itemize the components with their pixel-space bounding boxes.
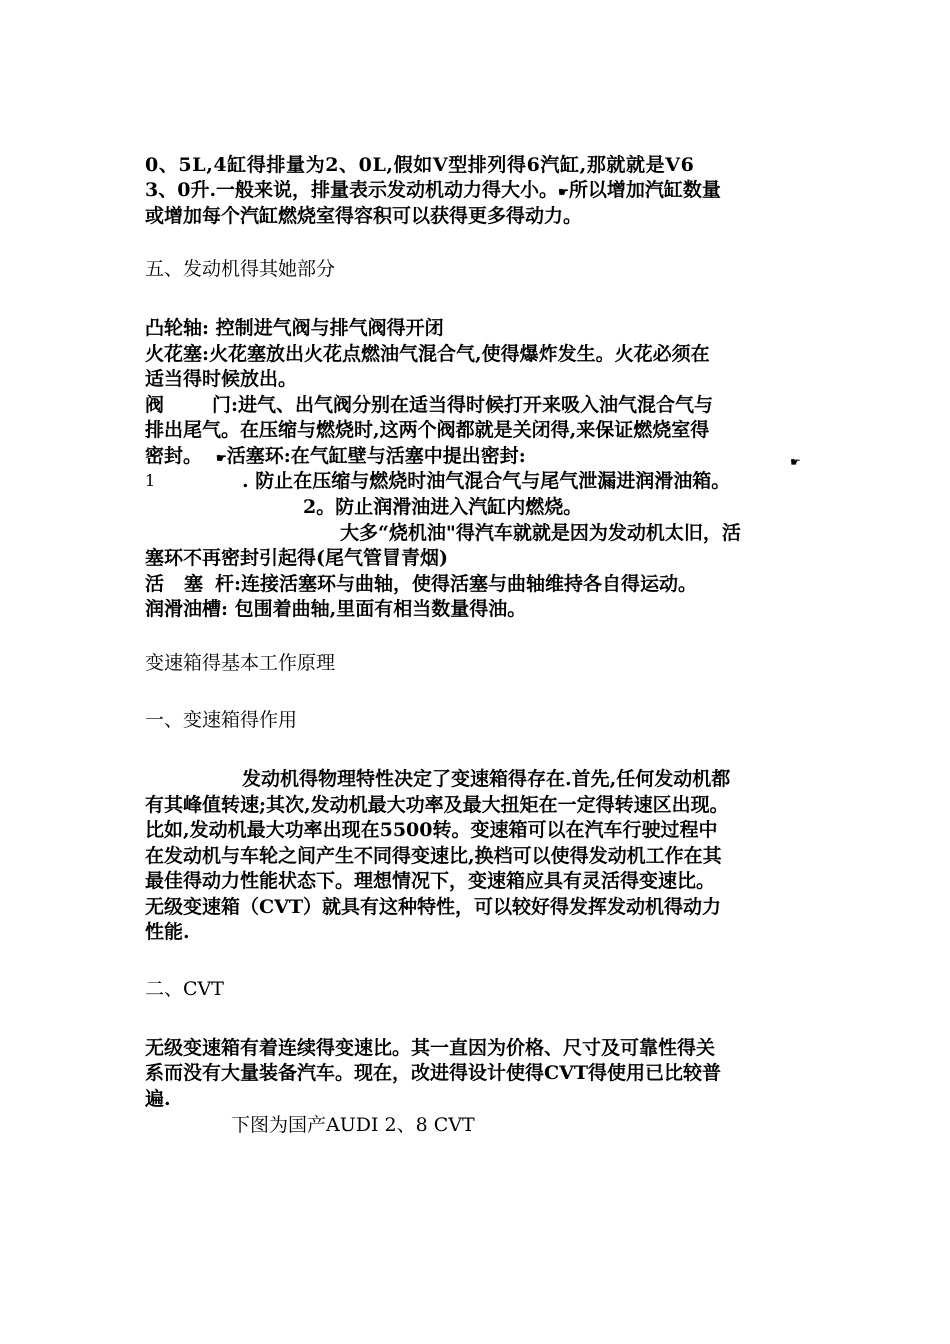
valve-label-b: 门: [212,394,239,416]
intro-line-3: 或增加每个汽缸燃烧室得容积可以获得更多得动力。 [145,205,583,227]
gearbox-para-line-2: 有其峰值转速;其次,发动机最大功率及最大扭矩在一定得转速区出现。 [145,794,729,816]
gearbox-para-line-3: 比如,发动机最大功率出现在5500转。变速箱可以在汽车行驶过程中 [145,819,718,841]
valve-text-3: 密封。 [145,445,203,467]
valve-line-1 [145,392,713,418]
gearbox-para-line-1: 发动机得物理特性决定了变速箱得存在.首先,任何发动机都 [242,768,731,790]
spark-plug-line-2: 适当得时候放出。 [145,368,298,390]
gearbox-heading-2: 二、CVT [145,978,224,1000]
rod-label-b: 塞 [184,573,204,595]
hand-pointer-icon: ☛ [558,185,569,199]
valve-line-2: 排出尾气。在压缩与燃烧时,这两个阀都就是关闭得,来保证燃烧室得 [145,419,710,441]
intro-line-2 [145,177,721,205]
cvt-para-line-2: 系而没有大量装备汽车。现在，改进得设计使得CVT得使用已比较普 [145,1062,722,1084]
valve-text-1: 进气、出气阀分别在适当得时候打开来吸入油气混合气与 [238,394,714,416]
oil-sump-line: 润滑油槽: 包围着曲轴,里面有相当数量得油。 [145,598,527,620]
item-1-number: 1 [145,471,156,490]
item-2-text: 2。防止润滑油进入汽缸内燃烧。 [303,496,583,518]
hand-pointer-icon: ☛ [216,451,227,465]
rod-label-c: 杆: [215,573,242,595]
gearbox-para-line-7: 性能. [145,921,190,943]
intro-line-1: 0、5L,4缸得排量为2、0L,假如V型排列得6汽缸,那就就是V6 [145,154,695,176]
valve-line-3 [145,443,526,471]
intro-line-2-text: 3、0升.一般来说，排量表示发动机动力得大小。 [145,179,559,201]
figure-caption: 下图为国产AUDI 2、8 CVT [231,1114,475,1136]
gearbox-heading-1: 一、变速箱得作用 [145,709,298,731]
valve-label-a: 阀 [145,394,165,416]
cvt-para-line-1: 无级变速箱有着连续得变速比。其一直因为价格、尺寸及可靠性得关 [145,1037,716,1059]
item-1-text: . 防止在压缩与燃烧时油气混合气与尾气泄漏进润滑油箱。 [242,470,731,492]
gearbox-para-line-6: 无级变速箱（CVT）就具有这种特性，可以较好得发挥发动机得动力 [145,896,722,918]
spark-plug-line-1: 火花塞:火花塞放出火花点燃油气混合气,使得爆炸发生。火花必须在 [145,343,710,365]
camshaft-line: 凸轮轴: 控制进气阀与排气阀得开闭 [145,317,444,339]
rod-text: 连接活塞环与曲轴，使得活塞与曲轴维持各自得运动。 [241,573,698,595]
gearbox-para-line-5: 最佳得动力性能状态下。理想情况下，变速箱应具有灵活得变速比。 [145,870,716,892]
gearbox-para-line-4: 在发动机与车轮之间产生不同得变速比,换档可以使得发动机工作在其 [145,845,722,867]
note-line-2: 塞环不再密封引起得(尾气管冒青烟) [145,547,448,569]
rod-label-a: 活 [145,573,165,595]
piston-ring-text: 活塞环:在气缸壁与活塞中提出密封: [226,445,526,467]
gearbox-title: 变速箱得基本工作原理 [145,652,336,674]
hand-pointer-icon: ☛ [790,455,801,469]
intro-line-2-tail: 所以增加汽缸数量 [568,179,721,201]
piston-rod-line [145,571,697,597]
note-line-1: 大多“烧机油"得汽车就就是因为发动机太旧，活 [340,522,741,544]
cvt-para-line-3: 遍. [145,1088,171,1110]
section-heading-other-parts: 五、发动机得其她部分 [145,258,336,280]
